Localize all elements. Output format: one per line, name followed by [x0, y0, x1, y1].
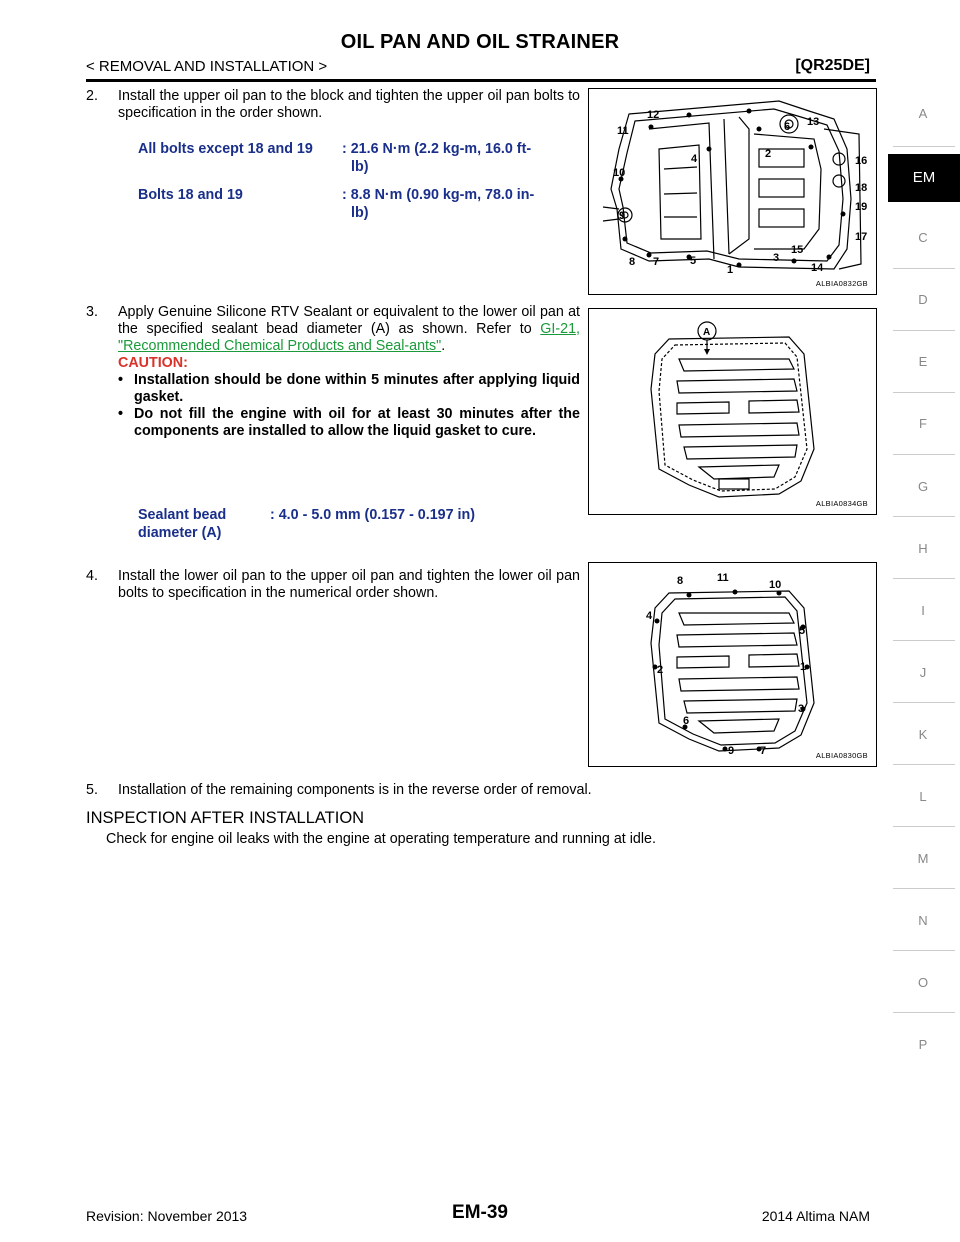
tab-divider [893, 146, 955, 147]
tab-divider [893, 268, 955, 269]
footer-model: 2014 Altima NAM [761, 1208, 870, 1224]
tab-divider [893, 888, 955, 889]
fig3-label-9: 9 [728, 745, 735, 757]
step-text: Install the lower oil pan to the upper oil pan and tighten the lower oil pan bolts to specification in the numerical order shown. [118, 568, 580, 601]
fig1-label-8: 8 [629, 256, 636, 268]
fig1-label-12: 12 [647, 109, 660, 121]
torque-label-1: All bolts except 18 and 19 [138, 141, 313, 157]
tab-divider [893, 702, 955, 703]
figure-id: ALBIA0832GB [815, 279, 868, 288]
tab-a[interactable]: A [918, 106, 928, 121]
fig1-label-13: 13 [807, 116, 820, 128]
breadcrumb: < REMOVAL AND INSTALLATION > [86, 58, 328, 75]
fig3-label-6: 6 [683, 715, 690, 727]
tab-divider [893, 392, 955, 393]
fig1-label-10: 10 [613, 167, 626, 179]
bullet-dot: • [118, 406, 124, 422]
inspection-heading: INSPECTION AFTER INSTALLATION [86, 809, 365, 827]
tab-divider [893, 330, 955, 331]
fig3-label-5: 5 [799, 625, 806, 637]
tab-divider [893, 950, 955, 951]
tab-divider [893, 578, 955, 579]
step-number: 5. [86, 782, 98, 798]
tab-d[interactable]: D [918, 292, 928, 307]
fig3-label-2: 2 [657, 664, 664, 676]
tab-m[interactable]: M [917, 851, 929, 866]
tab-j[interactable]: J [919, 665, 927, 680]
header-rule [86, 79, 876, 82]
step-3 [86, 304, 580, 440]
sealant-label [138, 506, 268, 542]
torque-label-2: Bolts 18 and 19 [138, 187, 243, 203]
fig3-label-8: 8 [677, 575, 684, 587]
bullet-dot: • [118, 372, 124, 388]
fig3-label-11: 11 [717, 572, 729, 584]
fig1-label-11: 11 [617, 125, 629, 137]
gi-21-reference-link[interactable]: GI-21, "Recommended Chemical Products and Seal-ants" [118, 321, 580, 354]
fig1-label-2: 2 [765, 148, 772, 160]
figure-id: ALBIA0834GB [815, 499, 868, 508]
torque-value-1-line2: lb) [351, 159, 369, 175]
step-text: Installation of the remaining components is in the reverse order of removal. [118, 782, 592, 798]
caution-bullet-1 [118, 372, 580, 406]
tab-divider [893, 516, 955, 517]
figure-id: ALBIA0830GB [815, 751, 868, 760]
engine-code: [QR25DE] [795, 57, 870, 74]
fig3-label-4: 4 [646, 610, 653, 622]
tab-divider [893, 764, 955, 765]
step-text-tail: . [441, 338, 446, 354]
sealant-label-line1: Sealant bead [138, 507, 227, 523]
inspection-text: Check for engine oil leaks with the engine at operating temperature and running at idle. [106, 831, 656, 847]
tab-l[interactable]: L [919, 789, 927, 804]
fig1-label-4: 4 [691, 153, 698, 165]
tab-divider [893, 826, 955, 827]
page-title: OIL PAN AND OIL STRAINER [340, 31, 620, 53]
torque-value-2-line1: : 8.8 N·m (0.90 kg-m, 78.0 in- [342, 187, 535, 203]
fig1-label-15: 15 [791, 244, 804, 256]
tab-f[interactable]: F [919, 416, 927, 431]
tab-divider [893, 640, 955, 641]
torque-value-1-line1: : 21.6 N·m (2.2 kg-m, 16.0 ft- [342, 141, 532, 157]
tab-h[interactable]: H [918, 541, 928, 556]
tab-e[interactable]: E [918, 354, 928, 369]
tab-divider [893, 454, 955, 455]
fig1-label-17: 17 [855, 231, 868, 243]
caution-text: Installation should be done within 5 minutes after applying liquid gasket. [134, 372, 580, 405]
fig3-label-7: 7 [760, 745, 767, 757]
fig1-label-6: 6 [784, 121, 791, 133]
footer-revision: Revision: November 2013 [86, 1208, 248, 1224]
step-5 [86, 782, 706, 799]
fig1-label-7: 7 [653, 256, 660, 268]
step-text: Install the upper oil pan to the block and tighten the upper oil pan bolts to specification in the order shown. [118, 88, 580, 121]
page-number: EM-39 [452, 1202, 508, 1223]
fig1-label-5: 5 [690, 255, 697, 267]
tab-k[interactable]: K [918, 727, 928, 742]
fig1-label-19: 19 [855, 201, 868, 213]
tab-g[interactable]: G [917, 479, 929, 494]
step-2 [86, 88, 580, 122]
caution-text: Do not fill the engine with oil for at least 30 minutes after the components are installed to allow the liquid gasket to cure. [134, 406, 580, 439]
tab-i[interactable]: I [921, 603, 925, 618]
figure-lower-oil-pan-bolt-order [588, 562, 877, 767]
tab-divider [893, 1012, 955, 1013]
fig1-label-16: 16 [855, 155, 868, 167]
tab-em[interactable]: EM [888, 154, 960, 202]
step-number: 2. [86, 88, 98, 104]
torque-value-1 [342, 140, 582, 176]
lower-oil-pan-bolts-drawing [589, 563, 876, 766]
tab-n[interactable]: N [918, 913, 928, 928]
fig1-label-9: 9 [619, 210, 626, 222]
torque-value-2 [342, 186, 582, 222]
sealant-label-line2: diameter (A) [138, 525, 222, 541]
fig1-label-18: 18 [855, 182, 868, 194]
step-number: 3. [86, 304, 98, 320]
step-text [118, 304, 580, 440]
torque-value-2-line2: lb) [351, 205, 369, 221]
fig1-label-3: 3 [773, 252, 780, 264]
fig1-label-14: 14 [811, 262, 824, 274]
tab-c[interactable]: C [918, 230, 928, 245]
step-4 [86, 568, 580, 602]
fig3-label-10: 10 [769, 579, 782, 591]
tab-o[interactable]: O [917, 975, 929, 990]
upper-oil-pan-drawing [589, 89, 876, 294]
step-text-lead: Apply Genuine Silicone RTV Sealant or equivalent to the lower oil pan at the specified sealant bead diameter (A) as shown. Refer to [118, 304, 580, 337]
caution-label: CAUTION: [118, 355, 188, 371]
fig3-label-1: 1 [800, 661, 807, 673]
figure-upper-oil-pan [588, 88, 877, 295]
tab-p[interactable]: P [918, 1037, 928, 1052]
sealant-value: : 4.0 - 5.0 mm (0.157 - 0.197 in) [270, 507, 476, 523]
callout-a: A [703, 327, 711, 338]
figure-lower-oil-pan-sealant [588, 308, 877, 515]
step-number: 4. [86, 568, 98, 584]
caution-bullet-2 [118, 406, 580, 440]
lower-oil-pan-drawing [589, 309, 876, 514]
fig1-label-1: 1 [727, 264, 734, 276]
fig3-label-3: 3 [798, 703, 805, 715]
